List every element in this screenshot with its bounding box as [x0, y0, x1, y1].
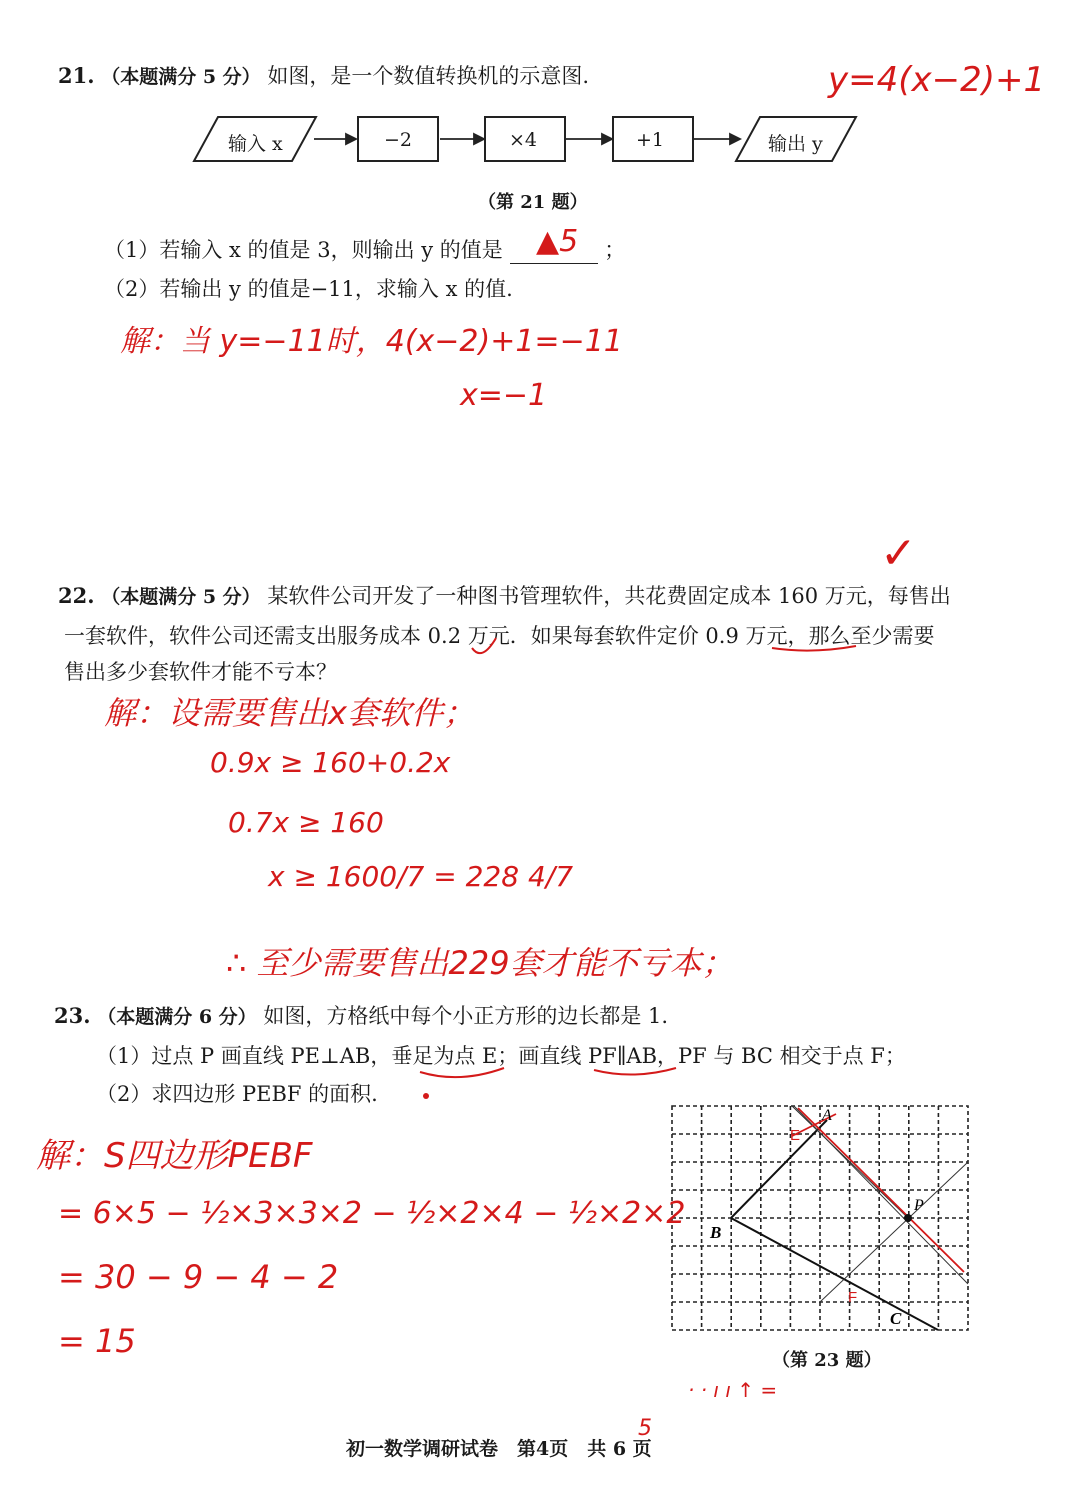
q23-hw-stray: 5 — [638, 1416, 652, 1441]
q21-number: 21. — [58, 63, 95, 88]
label-c: C — [890, 1309, 902, 1328]
label-e: E — [790, 1127, 801, 1144]
q22-hw-line2: 0.9x ≥ 160+0.2x — [210, 746, 451, 779]
q23-hw-line1: 解：S四边形PEBF — [36, 1136, 313, 1176]
q23-score: （本题满分 6 分） — [97, 1006, 257, 1028]
q23-part1: （1）过点 P 画直线 PE⊥AB，垂足为点 E；画直线 PF∥AB，PF 与 BC 相交于点 F； — [96, 1044, 906, 1068]
q23-part2: （2）求四边形 PEBF 的面积. — [96, 1082, 378, 1106]
q22-number: 22. — [58, 583, 95, 608]
q21-caption: （第 21 题） — [478, 192, 588, 213]
flow-times4-label: ×4 — [509, 129, 538, 151]
q22-hw-line4: x ≥ 1600/7 = 228 4/7 — [268, 860, 574, 893]
flow-plus1-label: +1 — [636, 129, 665, 151]
q22-line2: 一套软件，软件公司还需支出服务成本 0.2 万元．如果每套软件定价 0.9 万元，那么至少需要 — [64, 624, 935, 648]
label-a: A — [822, 1107, 832, 1124]
grid-lines — [672, 1106, 968, 1330]
figure-segments — [731, 1120, 938, 1330]
label-b: B — [710, 1223, 722, 1242]
q21-hw-part2-line2: x=−1 — [460, 378, 548, 413]
page-footer: 初一数学调研试卷 第4页 共 6 页 — [346, 1438, 652, 1460]
q22-hw-line1: 解：设需要售出x套软件； — [104, 694, 475, 732]
q21-part1-text: （1）若输入 x 的值是 3，则输出 y 的值是 — [104, 238, 503, 262]
q21-hw-formula: y=4(x−2)+1 — [828, 60, 1046, 100]
flow-minus2-label: −2 — [384, 129, 413, 151]
q23-hw-line4: = 15 — [58, 1322, 136, 1360]
q21-part2: （2）若输出 y 的值是−11，求输入 x 的值. — [104, 277, 513, 301]
q23-hw-line2: = 6×5 − ½×3×3×2 − ½×2×4 − ½×2×2 — [58, 1196, 686, 1231]
q22-hw-line5: ∴ 至少需要售出229套才能不亏本； — [226, 944, 734, 982]
q22-hw-line3: 0.7x ≥ 160 — [228, 806, 384, 839]
label-f: F — [848, 1289, 858, 1306]
label-p: P — [914, 1197, 924, 1214]
flow-input-label: 输入 x — [228, 133, 283, 155]
flow-output-label: 输出 y — [768, 133, 823, 155]
q21-score: （本题满分 5 分） — [101, 66, 261, 88]
q23-hw-dots: · · ı ı ↑ = — [688, 1378, 778, 1402]
q22-text1: 某软件公司开发了一种图书管理软件，共花费固定成本 160 万元，每售出 — [267, 584, 951, 608]
q22-hw-check: ✓ — [880, 528, 917, 579]
q23-hw-line3: = 30 − 9 − 4 − 2 — [58, 1258, 339, 1296]
q21-hw-answer1: ▲5 — [536, 224, 579, 259]
q23-stem: 如图，方格纸中每个小正方形的边长都是 1. — [263, 1004, 669, 1028]
q23-number: 23. — [54, 1003, 91, 1028]
q22-line3: 售出多少套软件才能不亏本？ — [64, 660, 337, 684]
q23-grid-figure — [672, 1106, 968, 1332]
q21-hw-part2-line1: 解：当 y=−11时，4(x−2)+1=−11 — [120, 324, 623, 359]
q22-score: （本题满分 5 分） — [101, 586, 261, 608]
q23-caption: （第 23 题） — [772, 1350, 882, 1371]
q21-part1-end: ； — [604, 238, 626, 262]
q21-stem: 如图，是一个数值转换机的示意图. — [267, 64, 590, 88]
point-p-dot — [904, 1214, 912, 1222]
